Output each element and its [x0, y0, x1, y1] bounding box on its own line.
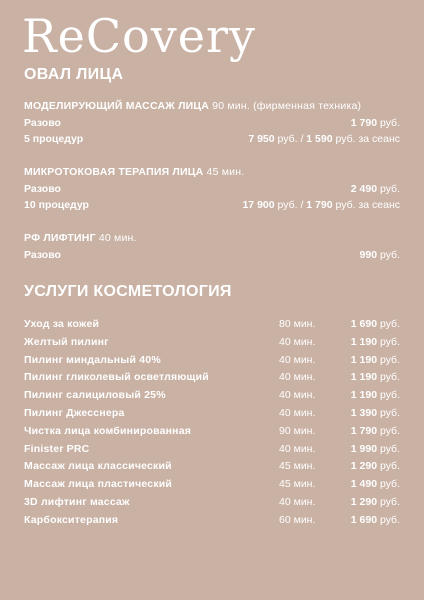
- service-duration: 40 мин.: [279, 353, 316, 366]
- service-row: [24, 389, 400, 403]
- service-duration: 40 мин.: [279, 496, 316, 508]
- price-row-label: Разово: [24, 183, 61, 195]
- service-price: [351, 354, 400, 366]
- service-label: Пилинг миндальный 40%: [24, 353, 161, 366]
- price-unit: руб.: [379, 371, 400, 384]
- service-duration: 60 мин.: [279, 513, 316, 526]
- price-amount: 1 190: [350, 371, 378, 384]
- service-duration: 40 мин.: [279, 371, 316, 384]
- price-value: [351, 117, 400, 129]
- service-title: [24, 166, 244, 178]
- price-value: [242, 199, 400, 211]
- price-unit: руб.: [379, 183, 400, 195]
- service-price: [351, 336, 400, 348]
- price-unit: руб.: [379, 513, 400, 526]
- price-amount: 1 190: [350, 335, 378, 348]
- price-row: [24, 133, 400, 147]
- brand-logo: ReCovery: [22, 9, 256, 63]
- price-amount: 1 990: [350, 442, 378, 455]
- price-unit: руб.: [379, 478, 400, 491]
- service-label: Пилинг гликолевый осветляющий: [24, 371, 209, 384]
- price-row-label: Разово: [24, 117, 61, 129]
- price-amount: 1 290: [350, 460, 378, 473]
- service-label: Массаж лица классический: [24, 460, 172, 473]
- session-price-unit: руб. за сеанс: [335, 133, 400, 145]
- service-note: 90 мин. (фирменная техника): [212, 100, 362, 112]
- service-note: 45 мин.: [206, 166, 245, 178]
- service-label: Чистка лица комбинированная: [24, 424, 192, 437]
- section-title-cosmetology: УСЛУГИ КОСМЕТОЛОГИЯ: [24, 283, 232, 300]
- service-row: [24, 407, 400, 421]
- service-price: [351, 407, 400, 419]
- service-row: [24, 425, 400, 439]
- service-duration: 45 мин.: [279, 478, 316, 491]
- price-row-label: 10 процедур: [24, 199, 89, 211]
- service-label: Уход за кожей: [24, 318, 100, 330]
- service-row: [24, 514, 400, 528]
- service-label: Пилинг салициловый 25%: [24, 389, 166, 402]
- service-label: Карбокситерапия: [24, 513, 119, 526]
- service-duration: 40 мин.: [279, 407, 316, 419]
- service-label: Желтый пилинг: [24, 335, 109, 348]
- service-price: [351, 496, 400, 508]
- price-amount: 1 190: [350, 389, 378, 402]
- price-unit: руб.: [379, 117, 400, 129]
- price-value: [351, 183, 400, 195]
- service-label: Finister PRC: [24, 442, 90, 455]
- price-row: [24, 199, 400, 213]
- price-unit: руб.: [379, 442, 400, 455]
- service-price: [351, 425, 400, 437]
- service-price: [351, 514, 400, 526]
- service-duration: 45 мин.: [279, 460, 316, 473]
- price-unit: руб.: [379, 407, 400, 419]
- price-unit: руб.: [379, 389, 400, 402]
- service-label: 3D лифтинг массаж: [24, 496, 130, 508]
- price-amount: 990: [359, 249, 378, 261]
- price-unit: руб.: [379, 353, 400, 366]
- service-duration: 90 мин.: [279, 424, 316, 437]
- price-amount: 1 690: [350, 513, 378, 526]
- service-duration: 40 мин.: [279, 335, 316, 348]
- price-amount: 1 690: [350, 318, 378, 330]
- service-duration: 40 мин.: [279, 442, 316, 455]
- price-amount: 1 490: [350, 478, 378, 491]
- session-price-unit: руб. за сеанс: [335, 199, 400, 211]
- service-title: [24, 100, 361, 112]
- service-row: [24, 371, 400, 385]
- price-unit: руб.: [379, 496, 400, 508]
- price-amount: 1 290: [350, 496, 378, 508]
- service-row: [24, 478, 400, 492]
- service-duration: 40 мин.: [279, 389, 316, 402]
- service-price: [351, 443, 400, 455]
- service-price: [351, 318, 400, 330]
- session-price-amount: 1 590: [306, 133, 333, 145]
- session-price-amount: 1 790: [306, 199, 333, 211]
- service-price: [351, 389, 400, 401]
- price-unit: руб. /: [277, 199, 304, 211]
- service-price: [351, 371, 400, 383]
- service-row: [24, 460, 400, 474]
- service-name: МИКРОТОКОВАЯ ТЕРАПИЯ ЛИЦА: [24, 166, 204, 178]
- price-amount: 1 190: [350, 353, 378, 366]
- service-duration: 80 мин.: [279, 318, 316, 330]
- price-amount: 7 950: [248, 133, 275, 145]
- price-value: [248, 133, 400, 145]
- price-amount: 1 790: [350, 117, 378, 129]
- price-amount: 1 390: [350, 407, 378, 419]
- service-title: [24, 232, 137, 244]
- price-unit: руб. /: [277, 133, 304, 145]
- price-row-label: Разово: [24, 249, 61, 261]
- service-row: [24, 443, 400, 457]
- service-row: [24, 336, 400, 350]
- price-row: [24, 117, 400, 131]
- service-row: [24, 318, 400, 332]
- service-price: [351, 478, 400, 490]
- service-name: МОДЕЛИРУЮЩИЙ МАССАЖ ЛИЦА: [24, 100, 210, 112]
- price-unit: руб.: [379, 249, 400, 261]
- service-label: Массаж лица пластический: [24, 478, 173, 491]
- price-unit: руб.: [379, 335, 400, 348]
- service-name: РФ ЛИФТИНГ: [24, 232, 96, 244]
- price-row: [24, 183, 400, 197]
- price-unit: руб.: [379, 318, 400, 330]
- price-row-label: 5 процедур: [24, 133, 84, 145]
- price-amount: 1 790: [350, 424, 378, 437]
- service-label: Пилинг Джесснера: [24, 407, 125, 419]
- price-value: [360, 249, 400, 261]
- service-price: [351, 460, 400, 472]
- service-row: [24, 496, 400, 510]
- price-row: [24, 249, 400, 263]
- service-note: 40 мин.: [98, 232, 137, 244]
- section-title-face-oval: ОВАЛ ЛИЦА: [24, 66, 124, 83]
- price-unit: руб.: [379, 424, 400, 437]
- price-amount: 17 900: [242, 199, 275, 211]
- price-unit: руб.: [379, 460, 400, 473]
- price-amount: 2 490: [350, 183, 378, 195]
- service-row: [24, 354, 400, 368]
